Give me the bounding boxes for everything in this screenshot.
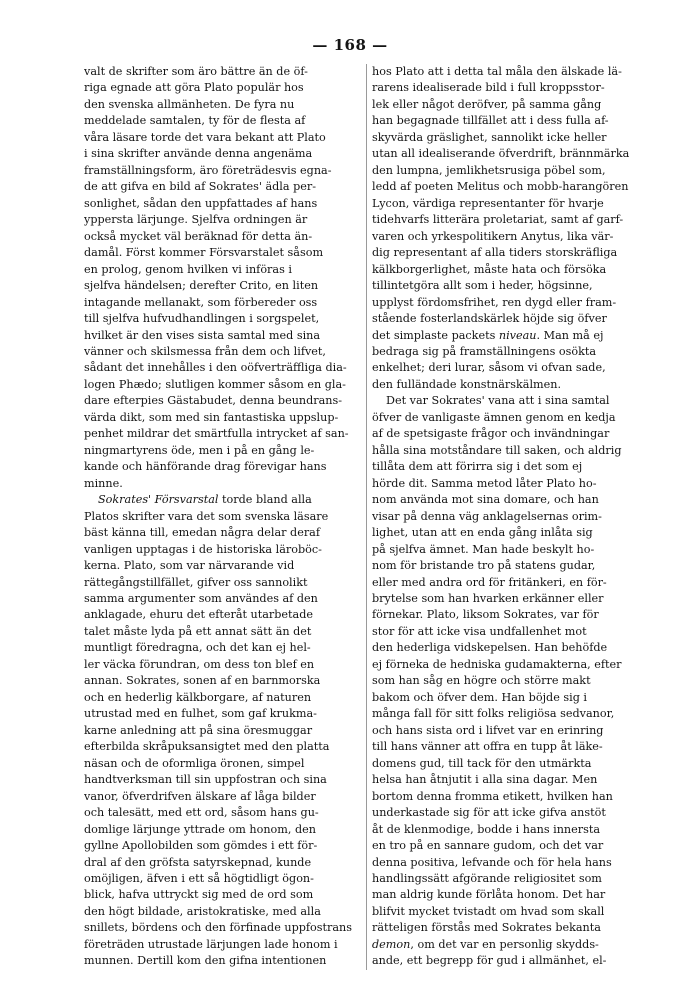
text-line: underkastade sig för att icke gifva anstöt bbox=[372, 806, 606, 820]
text-line: hvilket är den vises sista samtal med sina bbox=[84, 328, 321, 342]
text-line: värda dikt, som med sin fantastiska uppslup- bbox=[84, 410, 339, 424]
text-line: ej förneka de hedniska gudamakterna, efter bbox=[372, 657, 622, 671]
text-line: det simplaste packets niveau. Man må ej bbox=[372, 328, 604, 342]
right-text-column bbox=[372, 64, 648, 970]
text-line: yppersta lärjunge. Sjelfva ordningen är bbox=[84, 213, 308, 227]
text-line: tidehvarfs litterära proletariat, samt af garf- bbox=[372, 213, 624, 227]
text-line: lighet, utan att en enda gång inlåta sig bbox=[372, 526, 593, 540]
text-line: bortom denna fromma etikett, hvilken han bbox=[372, 789, 613, 803]
text-line: skyvärda gräslighet, sannolikt icke heller bbox=[372, 130, 607, 144]
text-line: hörde dit. Samma metod låter Plato ho- bbox=[372, 476, 597, 490]
text-line: valt de skrifter som äro bättre än de öf- bbox=[84, 65, 308, 78]
page-number: — 168 — bbox=[312, 36, 388, 54]
text-line: hos Plato att i detta tal måla den älskade lä- bbox=[372, 65, 622, 78]
text-line: utrustad med en fulhet, som gaf krukma- bbox=[84, 707, 317, 721]
text-line: en tro på en sannare gudom, och det var bbox=[372, 839, 604, 853]
text-line: han begagnade tillfället att i dess fulla af- bbox=[372, 114, 609, 128]
text-line: snillets, bördens och den förfinade uppfostrans bbox=[84, 921, 352, 935]
text-line: Lycon, värdiga representanter för hvarje bbox=[372, 196, 604, 210]
text-line: till hans vänner att offra en tupp åt läke- bbox=[372, 740, 603, 754]
text-line: kande och hänförande drag förevigar hans bbox=[84, 460, 327, 474]
text-line: och talesätt, med ett ord, såsom hans gu- bbox=[84, 806, 319, 820]
text-line: våra läsare torde det vara bekant att Plato bbox=[84, 130, 326, 144]
text-line: minne. bbox=[84, 476, 123, 490]
text-line: sonlighet, sådan den uppfattades af hans bbox=[84, 196, 318, 210]
text-line: intagande mellanakt, som förbereder oss bbox=[84, 295, 318, 309]
text-line: domlige lärjunge yttrade om honom, den bbox=[84, 822, 316, 836]
text-line: i sina skrifter använde denna angenäma bbox=[84, 147, 313, 161]
text-line: förnekar. Plato, liksom Sokrates, var för bbox=[372, 608, 599, 622]
text-line: upplyst fördomsfrihet, ren dygd eller fram- bbox=[372, 295, 617, 309]
text-line: handtverksman till sin uppfostran och sina bbox=[84, 773, 327, 787]
text-line: Sokrates' Försvarstal torde bland alla bbox=[98, 493, 312, 507]
text-line: vanligen upptagas i de historiska läroböc- bbox=[84, 542, 322, 556]
text-line: Det var Sokrates' vana att i sina samtal bbox=[386, 394, 610, 408]
text-line: nom för bristande tro på statens gudar, bbox=[372, 559, 596, 573]
text-line: bedraga sig på framställningens osökta bbox=[372, 344, 597, 358]
text-line: företräden utrustade lärjungen lade honom i bbox=[84, 937, 338, 951]
text-line: blick, hafva uttryckt sig med de ord som bbox=[84, 888, 314, 902]
text-line: rarens idealiserade bild i full kroppsstor- bbox=[372, 81, 605, 95]
text-line: hålla sina motståndare till saken, och aldrig bbox=[372, 443, 622, 457]
text-line: karne anledning att på sina öresmuggar bbox=[84, 723, 313, 737]
text-line: omöjligen, äfven i ett så högtidligt ögon- bbox=[84, 871, 314, 885]
text-line: riga egnade att göra Plato populär hos bbox=[84, 81, 304, 95]
text-line: helsa han åtnjutit i alla sina dagar. Men bbox=[372, 773, 598, 787]
text-line: annan. Sokrates, sonen af en barnmorska bbox=[84, 674, 321, 688]
text-line: stående fosterlandskärlek höjde sig öfver bbox=[372, 312, 607, 326]
text-line: brytelse som han hvarken erkänner eller bbox=[372, 592, 604, 605]
text-line: ler väcka förundran, om dess ton blef en bbox=[84, 657, 315, 671]
column-divider bbox=[366, 64, 367, 970]
text-line: kerna. Plato, som var närvarande vid bbox=[84, 559, 295, 573]
text-line: nom använda mot sina domare, och han bbox=[372, 493, 599, 507]
text-line: som han såg en högre och större makt bbox=[372, 674, 591, 688]
text-line: denna positiva, lefvande och för hela hans bbox=[372, 855, 612, 869]
text-line: damål. Först kommer Försvarstalet såsom bbox=[84, 246, 324, 260]
text-line: också mycket väl beräknad för detta än- bbox=[84, 229, 313, 243]
text-line: anklagade, ehuru det efteråt utarbetade bbox=[84, 608, 313, 622]
text-line: till sjelfva hufvudhandlingen i sorgspelet, bbox=[84, 312, 320, 326]
text-line: den svenska allmänheten. De fyra nu bbox=[84, 97, 295, 111]
text-line: lek eller något deröfver, på samma gång bbox=[372, 97, 602, 111]
text-line: på sjelfva ämnet. Man hade beskylt ho- bbox=[372, 542, 595, 556]
text-line: den hederliga vidskepelsen. Han behöfde bbox=[372, 641, 608, 655]
text-line: af de spetsigaste frågor och invändningar bbox=[372, 427, 610, 441]
text-line: den fulländade konstnärskälmen. bbox=[372, 377, 562, 391]
text-line: dare efterpies Gästabudet, denna beundrans- bbox=[84, 394, 343, 408]
text-line: bakom och öfver dem. Han böjde sig i bbox=[372, 690, 588, 704]
text-line: sådant det innehålles i den oöfverträffliga dia- bbox=[84, 361, 347, 375]
text-line: domens gud, till tack för den utmärkta bbox=[372, 756, 592, 770]
text-line: bäst känna till, emedan några delar deraf bbox=[84, 526, 320, 540]
text-line: rätteligen förstås med Sokrates bekanta bbox=[372, 921, 601, 935]
text-line: munnen. Dertill kom den gifna intentionen bbox=[84, 954, 327, 968]
left-text-column bbox=[84, 64, 360, 970]
text-line: talet måste lyda på ett annat sätt än det bbox=[84, 624, 312, 638]
text-line: logen Phædo; slutligen kommer såsom en gla- bbox=[84, 377, 346, 391]
text-line: demon, om det var en personlig skydds- bbox=[372, 937, 599, 951]
text-line: dig representant af alla tiders storskräfliga bbox=[372, 246, 618, 260]
text-line: tillintetgöra allt som i heder, högsinne, bbox=[372, 279, 593, 293]
text-line: den lumpna, jemlikhetsrusiga pöbel som, bbox=[372, 163, 606, 177]
text-line: och en hederlig kälkborgare, af naturen bbox=[84, 690, 312, 704]
text-line: och hans sista ord i lifvet var en erinring bbox=[372, 723, 604, 737]
text-line: stor för att icke visa undfallenhet mot bbox=[372, 624, 587, 638]
text-line: ande, ett begrepp för gud i allmänhet, el- bbox=[372, 954, 607, 968]
text-line: gyllne Apollobilden som gömdes i ett för- bbox=[84, 839, 318, 853]
text-line: penhet mildrar det smärtfulla intrycket af san- bbox=[84, 427, 349, 441]
text-line: muntligt föredragna, och det kan ej hel- bbox=[84, 641, 311, 655]
text-line: ningmartyrens öde, men i på en gång le- bbox=[84, 443, 315, 457]
text-line: framställningsform, äro företrädesvis egna- bbox=[84, 163, 332, 177]
text-line: Platos skrifter vara det som svenska läsare bbox=[84, 509, 329, 523]
text-line: de att gifva en bild af Sokrates' ädla per- bbox=[84, 180, 316, 194]
text-line: efterbilda skråpuksansigtet med den platta bbox=[84, 740, 330, 754]
text-line: meddelade samtalen, ty för de flesta af bbox=[84, 114, 306, 128]
text-line: kälkborgerlighet, måste hata och försöka bbox=[372, 262, 607, 276]
text-line: visar på denna väg anklagelsernas orim- bbox=[372, 509, 602, 523]
text-line: man aldrig kunde förlåta honom. Det har bbox=[372, 888, 606, 902]
text-line: utan all idealiserande öfverdrift, brännmärka bbox=[372, 147, 630, 161]
text-line: samma argumenter som användes af den bbox=[84, 592, 318, 605]
text-line: den högt bildade, aristokratiske, med alla bbox=[84, 904, 321, 918]
text-line: varen och yrkespolitikern Anytus, lika vär- bbox=[372, 229, 614, 243]
text-line: vänner och skilsmessa från dem och lifvet, bbox=[84, 344, 326, 358]
text-line: öfver de vanligaste ämnen genom en kedja bbox=[372, 410, 616, 424]
text-line: eller med andra ord för fritänkeri, en för- bbox=[372, 575, 607, 589]
text-line: vanor, öfverdrifven älskare af låga bilder bbox=[84, 789, 316, 803]
text-line: blifvit mycket tvistadt om hvad som skall bbox=[372, 904, 605, 918]
text-line: tillåta dem att förirra sig i det som ej bbox=[372, 460, 583, 474]
text-line: dral af den gröfsta satyrskepnad, kunde bbox=[84, 855, 312, 869]
text-line: näsan och de oformliga öronen, simpel bbox=[84, 756, 305, 770]
text-line: rättegångstillfället, gifver oss sannolikt bbox=[84, 575, 308, 589]
text-line: sjelfva händelsen; derefter Crito, en liten bbox=[84, 279, 319, 293]
text-line: många fall för sitt folks religiösa sedvanor, bbox=[372, 707, 615, 721]
text-line: enkelhet; deri lurar, såsom vi ofvan sade, bbox=[372, 361, 606, 375]
text-line: åt de klenmodige, bodde i hans innersta bbox=[372, 822, 600, 836]
text-line: handlingssätt afgörande religiositet som bbox=[372, 871, 602, 885]
text-line: ledd af poeten Melitus och mobb-harangören bbox=[372, 180, 629, 194]
text-line: en prolog, genom hvilken vi införas i bbox=[84, 262, 292, 276]
